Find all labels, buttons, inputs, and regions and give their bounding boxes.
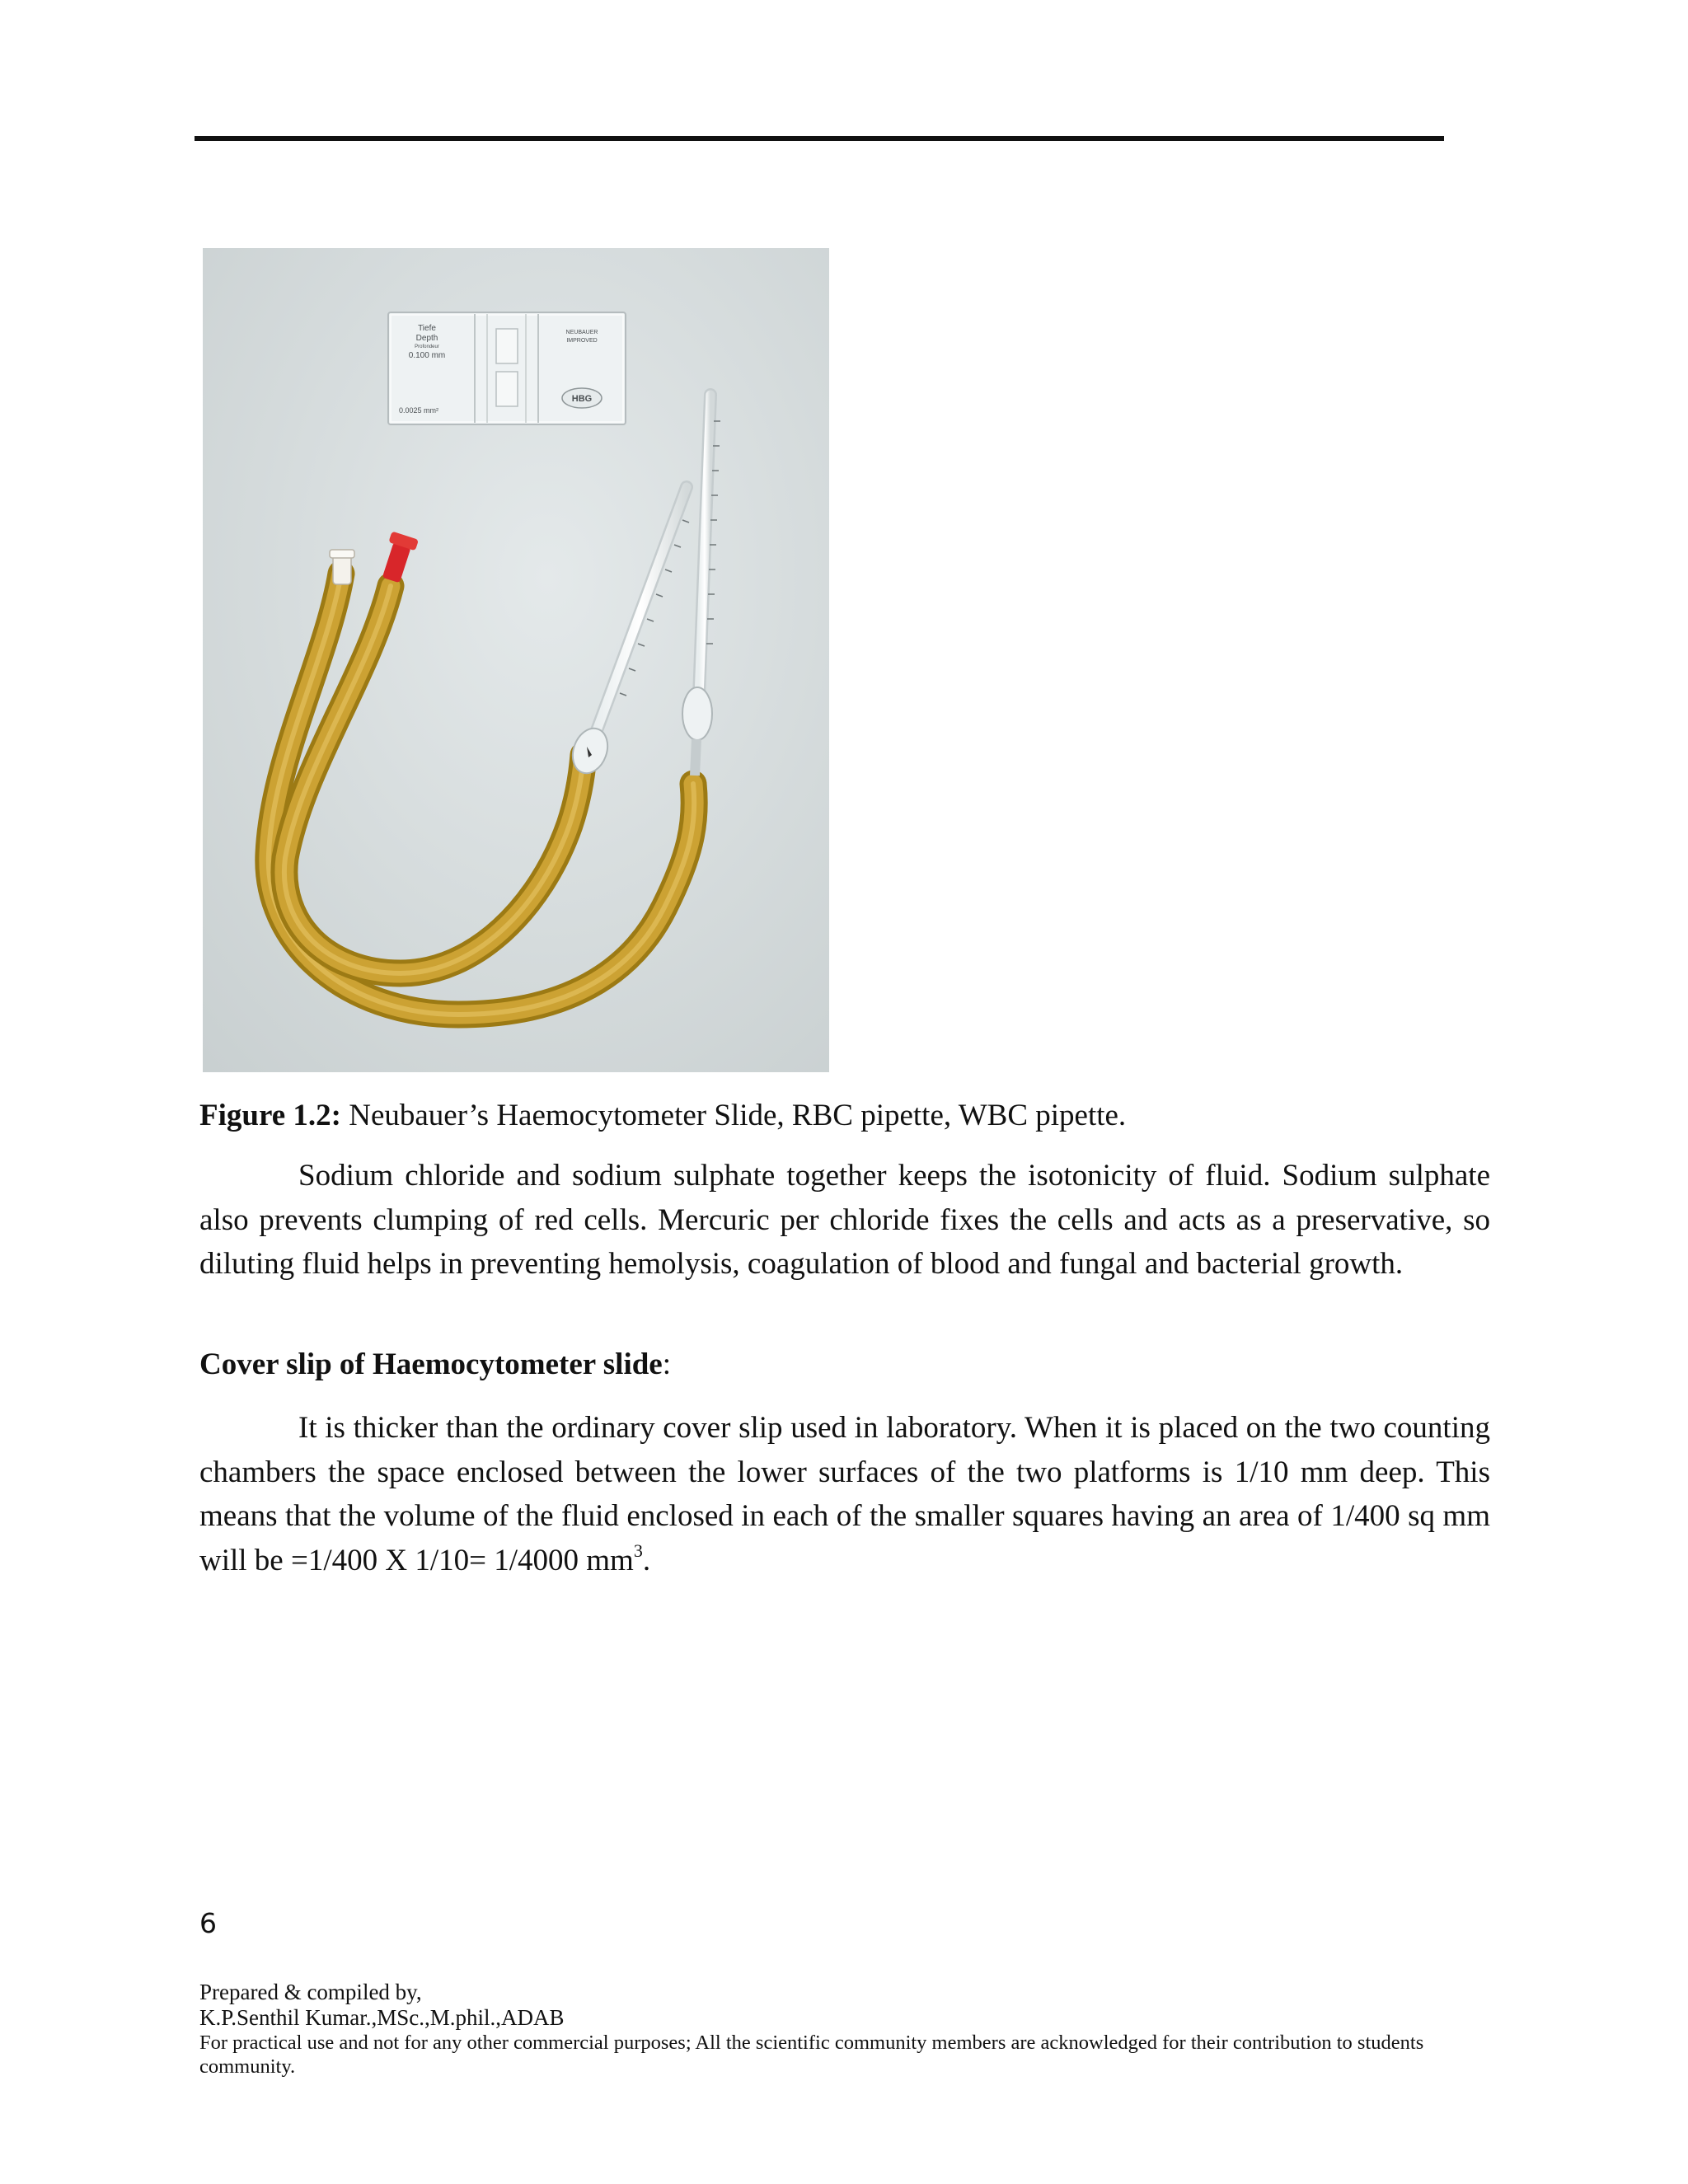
paragraph-cover-slip bbox=[199, 1406, 1490, 1582]
page-number: 6 bbox=[199, 1907, 217, 1939]
paragraph-diluting-fluid: Sodium chloride and sodium sulphate together keeps the isotonicity of fluid. Sodium sulphate also prevents clumping of red cells. Mercuric per chloride fixes the cells and acts as a preservative, so diluting fluid helps in preventing hemolysis, coagulation of blood and fungal and bacterial growth. bbox=[199, 1159, 1490, 1281]
footer bbox=[199, 1980, 1490, 2079]
footer-author: K.P.Senthil Kumar.,MSc.,M.phil.,ADAB bbox=[199, 2005, 565, 2030]
slide-label-depth-value: 0.100 mm bbox=[408, 351, 446, 360]
footer-usage-note: For practical use and not for any other commercial purposes; All the scientific community members are acknowledged for their contribution to students community. bbox=[199, 2032, 1424, 2078]
figure-caption-text: Neubauer’s Haemocytometer Slide, RBC pipette, WBC pipette. bbox=[349, 1099, 1127, 1132]
slide-label-tiefe: Tiefe bbox=[418, 324, 436, 333]
paragraph-cover-slip-end: . bbox=[642, 1543, 651, 1577]
section-heading-text: Cover slip of Haemocytometer slide bbox=[199, 1347, 663, 1381]
figure-photo bbox=[203, 248, 829, 1072]
footer-prepared-by: Prepared & compiled by, bbox=[199, 1980, 422, 2004]
figure-caption bbox=[199, 1096, 1490, 1136]
superscript-cube: 3 bbox=[633, 1540, 643, 1561]
slide-label-maker: HBG bbox=[571, 394, 593, 404]
paragraph-cover-slip-text: It is thicker than the ordinary cover slip used in laboratory. When it is placed on the two counting chambers the space enclosed between the lower surfaces of the two platforms is 1/10 mm deep. This means that the volume of the fluid enclosed in each of the smaller squares having an area of 1/400 sq mm will be =1/400 X 1/10= 1/4000 mm bbox=[199, 1411, 1490, 1577]
header-rule bbox=[195, 136, 1444, 141]
slide-label-brand-1: NEUBAUER bbox=[565, 330, 598, 335]
slide-label-area: 0.0025 mm² bbox=[398, 406, 439, 415]
figure-label: Figure 1.2: bbox=[199, 1099, 341, 1132]
slide-label-brand-2: IMPROVED bbox=[566, 338, 598, 344]
slide-label-depth: Depth bbox=[415, 334, 438, 343]
slide-label-profondeur: Profondeur bbox=[415, 344, 439, 349]
section-heading-colon: : bbox=[662, 1347, 672, 1381]
section-heading bbox=[199, 1345, 671, 1385]
